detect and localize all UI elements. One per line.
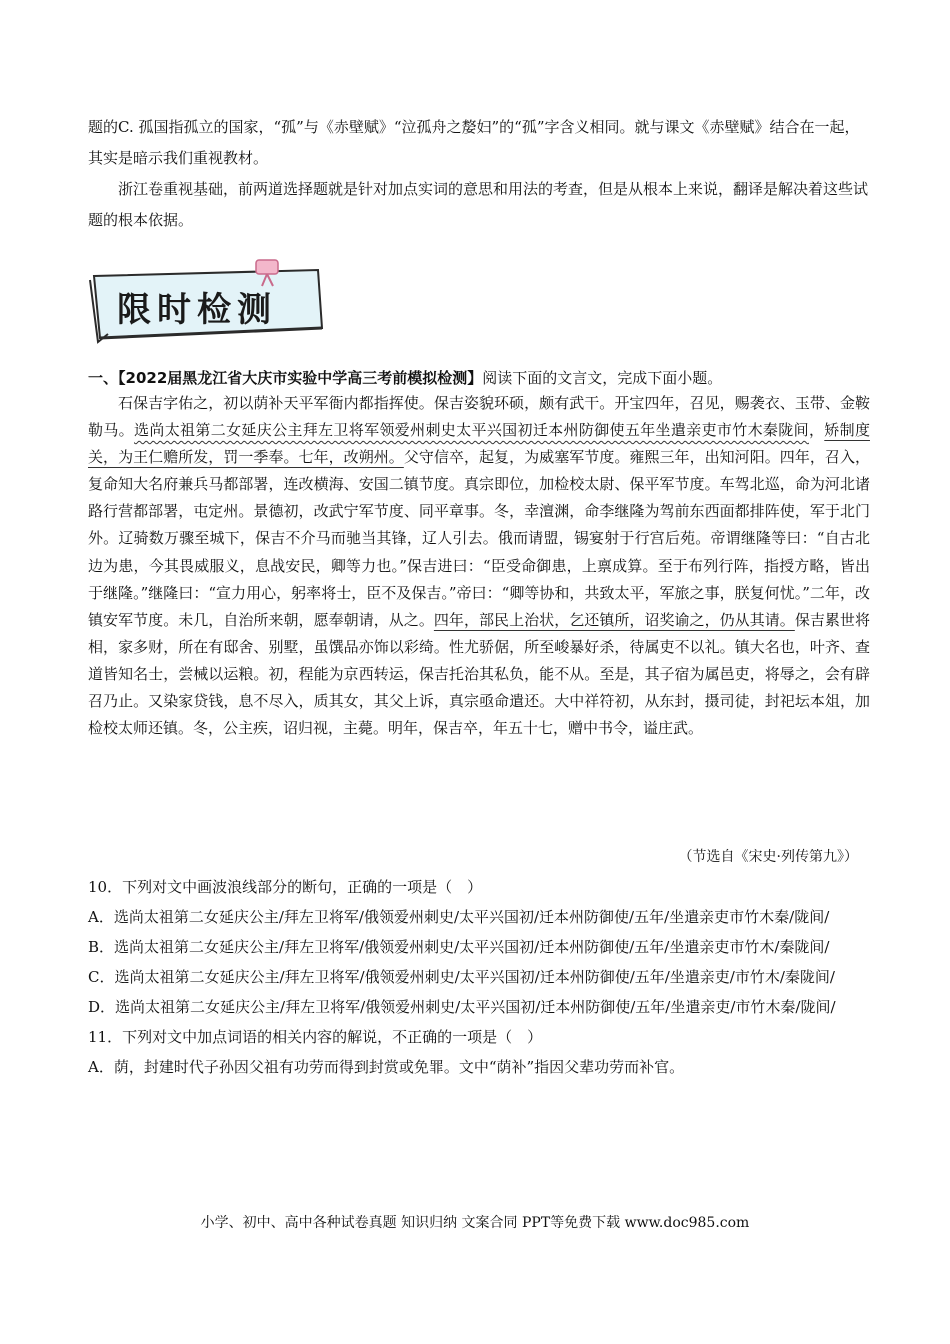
question-header — [88, 366, 878, 390]
q11-option-a: A．荫，封建时代子孙因父祖有功劳而得到封赏或免罪。文中“荫补”指因父辈功劳而补官。 — [88, 1058, 685, 1076]
q11-stem: 11．下列对文中加点词语的相关内容的解说，不正确的一项是（ ） — [88, 1028, 543, 1046]
q10-option-c: C．选尚太祖第二女延庆公主/拜左卫将军/俄领爱州刺史/太平兴国初/迁本州防御使/五年/坐遣亲吏/市竹木/秦陇间/ — [88, 968, 835, 986]
q10-option-a: A．选尚太祖第二女延庆公主/拜左卫将军/俄领爱州刺史/太平兴国初/迁本州防御使/五年/坐遣亲吏市竹木秦/陇间/ — [88, 908, 830, 926]
question-source-tag: 【2022届黑龙江省大庆市实验中学高三考前模拟检测】 — [118, 369, 483, 387]
q10-option-d: D．选尚太祖第二女延庆公主/拜左卫将军/俄领爱州刺史/太平兴国初/迁本州防御使/五年/坐遣亲吏/市竹木秦/陇间/ — [88, 998, 836, 1016]
passage-segment-3: 父守信卒，起复，为威塞军节度。雍熙三年，出知河阳。四年，召入，复命知大名府兼兵马都部署，连改横海、安国二镇节度。真宗即位，加检校太尉、保平军节度。车驾北巡，命为河北诸路行营都部署，屯定州。景德初，改武宁军节度、同平章事。冬，幸澶渊，命李继隆为驾前东西面都排阵使，军于北门外。辽骑数万骤至城下，保吉不介马而驰当其锋，辽人引去。俄而请盟，锡宴射于行宫后苑。帝谓继隆等曰：“自古北边为患，今其畏威服义，息战安民，卿等力也。”保吉进曰：“臣受命御患，上禀成算。至于布列行阵，指授方略，皆出于继隆。”继隆曰：“宣力用心，躬率将士，臣不及保吉。”帝曰：“卿等协和，共致太平，军旅之事，朕复何忧。”二年，改镇安军节度。未几，自治所来朝，愿奉朝请，从之。 — [88, 448, 870, 629]
passage-segment-4: 保吉累世将相，家多财，所在有邸舍、别墅，虽馔品亦饰以彩绮。性尤骄倨，所至峻暴好杀，待属吏不以礼。镇大名也，叶齐、查道皆知名士，尝械以运粮。初，程能为京西转运，保吉托治其私负，能不从。至是，其子宿为属邑吏，将辱之，会有辟召乃止。又染家贷钱，息不尽入，质其女，其父上诉，真宗亟命遣还。大中祥符初，从东封，摄司徒，封祀坛本俎，加检校太师还镇。冬，公主疾，诏归视，主薨。明年，保吉卒，年五十七，赠中书令，谥庄武。 — [88, 610, 870, 738]
q10-stem: 10．下列对文中画波浪线部分的断句，正确的一项是（ ） — [88, 878, 483, 896]
page-footer: 小学、初中、高中各种试卷真题 知识归纳 文案合同 PPT等免费下载 www.doc985.com — [200, 1215, 750, 1231]
question-instruction: 阅读下面的文言文，完成下面小题。 — [482, 369, 723, 387]
passage-source: （节选自《宋史·列传第九》） — [678, 849, 858, 865]
q10-option-b: B．选尚太祖第二女延庆公主/拜左卫将军/俄领爱州刺史/太平兴国初/迁本州防御使/五年/坐遣亲吏市竹木/秦陇间/ — [88, 938, 830, 956]
passage-segment-1: 石保吉字佑之，初以荫补天平军衙内都指挥使。保吉姿貌环硕，颇有武干。开宝四年，召见，赐袭衣、玉带、金鞍勒马。 — [88, 394, 870, 440]
passage-segment-2: ， — [808, 421, 825, 440]
banner-title: 限时检测 — [117, 290, 277, 330]
intro-section — [88, 112, 868, 236]
underlined-sentence-1: 矫制度关，为王仁赡所发，罚一季奉。七年，改朔州。 — [88, 421, 870, 467]
question-number: 一、 — [88, 369, 119, 387]
questions-section — [88, 872, 868, 1082]
underlined-sentence-2: 四年，部民上治状，乞还镇所，诏奖谕之，仍从其请。 — [433, 610, 795, 629]
intro-paragraph-1: 题的C. 孤国指孤立的国家，“孤”与《赤壁赋》“泣孤舟之嫠妇”的“孤”字含义相同。就与课文《赤壁赋》结合在一起，其实是暗示我们重视教材。 — [88, 118, 860, 167]
classical-passage — [88, 390, 870, 742]
intro-paragraph-2: 浙江卷重视基础，前两道选择题就是针对加点实词的意思和用法的考查，但是从根本上来说，翻译是解决着这些试题的根本依据。 — [88, 180, 869, 229]
wavy-underlined-text: 选尚太祖第二女延庆公主拜左卫将军领爱州刺史太平兴国初迁本州防御使五年坐遣亲吏市竹木秦陇间 — [134, 421, 809, 440]
